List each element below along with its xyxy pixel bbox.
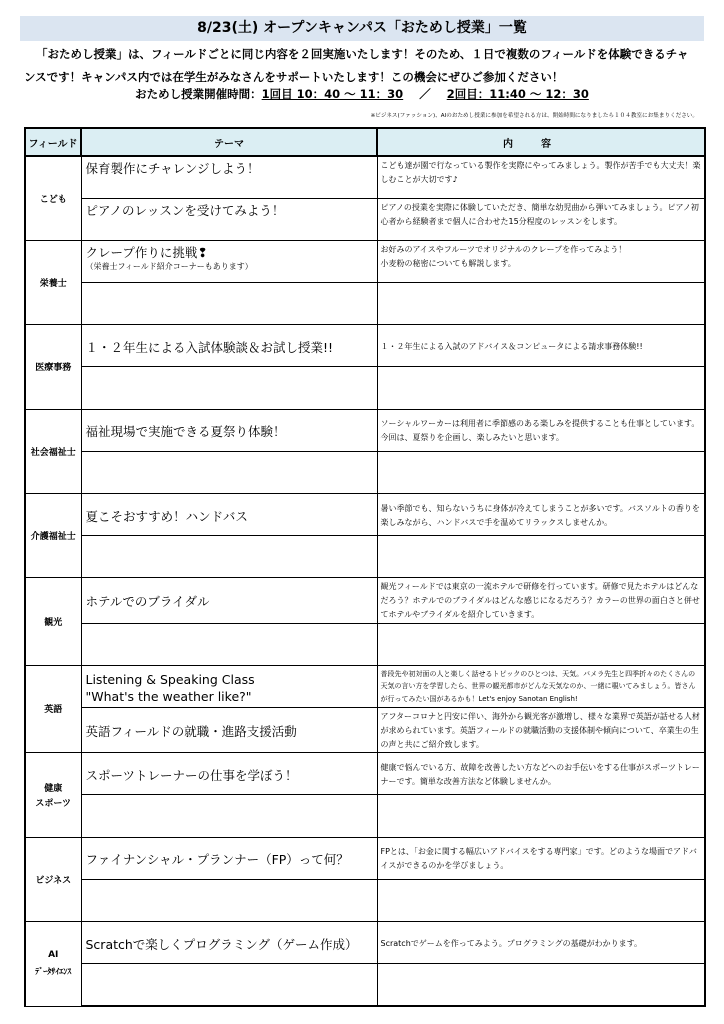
content-cell: Scratchでゲームを作ってみよう。プログラミングの基礎がわかります。 (377, 921, 705, 963)
header-field: フィールド (25, 128, 81, 156)
field-cell: こども (25, 156, 81, 240)
session-times (0, 86, 724, 102)
theme-cell: ファイナンシャル・プランナー（FP）って何？ (81, 837, 377, 879)
table-row-empty (25, 964, 705, 1006)
empty-cell (377, 536, 705, 578)
empty-cell (81, 283, 377, 325)
table-row (25, 198, 705, 240)
field-sublabel: スポーツ (35, 798, 72, 809)
time-first: 1回目 10：40 ～ 11：30 (261, 87, 404, 101)
table-row-empty (25, 623, 705, 665)
theme-cell (81, 240, 377, 282)
empty-cell (377, 795, 705, 837)
empty-cell (81, 623, 377, 665)
theme-cell: 福祉現場で実施できる夏祭り体験！ (81, 409, 377, 451)
table-row (25, 578, 705, 623)
theme-cell (81, 665, 377, 707)
field-cell: 医療事務 (25, 325, 81, 409)
content-cell: 暑い季節でも、知らないうちに身体が冷えてしまうことが多いです。バスソルトの香りを楽しみながら、ハンドバスで手を温めてリラックスしませんか。 (377, 494, 705, 536)
content-cell: お好みのアイスやフルーツでオリジナルのクレープを作ってみよう！ 小麦粉の秘密についても解説します。 (377, 240, 705, 282)
content-cell: 普段先や初対面の人と楽しく話せるトピックのひとつは、天気。バメラ先生と四季折々のたくさんの天気の言い方を学習したら、世界の観光都市がどんな天気なのか、一緒に覗いてみましょう。皆さんが行ってみたい国があるかも！Let's enjoy Sanotan English! (377, 665, 705, 707)
field-cell: 英語 (25, 665, 81, 752)
time-second: 2回目：11:40 ～ 12：30 (446, 87, 589, 101)
field-sublabel: ﾃﾞｰﾀｻｲｴﾝｽ (35, 967, 72, 977)
page-title: 8/23(土) オープンキャンパス「おためし授業」一覧 (20, 16, 704, 41)
field-cell: 社会福祉士 (25, 409, 81, 493)
time-separator: ／ (419, 87, 431, 101)
intro-text (24, 43, 704, 89)
theme-cell: 夏こそおすすめ！ハンドバス (81, 494, 377, 536)
intro-line-2: ンスです！キャンパス内では在学生がみなさんをサポートいたします！この機会にぜひご参加ください！ (24, 70, 564, 84)
empty-cell (81, 879, 377, 921)
empty-cell (377, 283, 705, 325)
table-row-empty (25, 795, 705, 837)
theme-cell: Scratchで楽しくプログラミング（ゲーム作成） (81, 921, 377, 963)
table-row (25, 409, 705, 451)
table-row-empty (25, 879, 705, 921)
theme-title: Listening & Speaking Class (85, 671, 255, 687)
theme-title-2: "What's the weather like?" (85, 688, 252, 704)
content-cell: ソーシャルワーカーは利用者に季節感のある楽しみを提供することも仕事としています。今回は、夏祭りを企画し、楽しみたいと思います。 (377, 409, 705, 451)
content-cell: 健康で悩んでいる方、故障を改善したい方などへのお手伝いをする仕事がスポーツトレーナーです。簡単な改善方法など体験しませんか。 (377, 753, 705, 795)
footnote: ※ビジネス(ファッション)、AIのおためし授業に参加を希望される方は、開始時間になりましたら１０４教室にお集まりください。 (370, 113, 698, 119)
table-row (25, 837, 705, 879)
field-cell: 介護福祉士 (25, 494, 81, 578)
content-cell: １・２年生による入試のアドバイス＆コンピュータによる請求事務体験!! (377, 325, 705, 367)
field-cell: 栄養士 (25, 240, 81, 324)
header-content: 内容 (377, 128, 705, 156)
empty-cell (81, 367, 377, 409)
theme-cell: スポーツトレーナーの仕事を学ぼう！ (81, 753, 377, 795)
empty-cell (81, 451, 377, 493)
empty-cell (377, 451, 705, 493)
field-cell: ビジネス (25, 837, 81, 921)
table-row (25, 325, 705, 367)
field-cell: 観光 (25, 578, 81, 665)
table-row (25, 753, 705, 795)
table-row-empty (25, 451, 705, 493)
empty-cell (377, 367, 705, 409)
field-label: AI (48, 950, 59, 961)
table-row-empty (25, 283, 705, 325)
content-cell: こども達が園で行なっている製作を実際にやってみましょう。製作が苦手でも大丈夫！楽しむことが大切です♪ (377, 156, 705, 198)
table-row (25, 665, 705, 707)
field-label: 健康 (44, 783, 63, 794)
theme-cell: ホテルでのブライダル (81, 578, 377, 623)
table-row (25, 921, 705, 963)
empty-cell (377, 964, 705, 1006)
content-cell: ピアノの授業を実際に体験していただき、簡単な幼児曲から弾いてみましょう。ピアノ初心者から経験者まで個人に合わせた15分程度のレッスンをします。 (377, 198, 705, 240)
theme-cell: 英語フィールドの就職・進路支援活動 (81, 707, 377, 752)
empty-cell (81, 795, 377, 837)
table-header-row (25, 128, 705, 156)
times-label: おためし授業開催時間： (135, 87, 262, 101)
empty-cell (81, 536, 377, 578)
empty-cell (377, 623, 705, 665)
empty-cell (377, 879, 705, 921)
table-row (25, 240, 705, 282)
table-row (25, 156, 705, 198)
intro-line-1: 「おためし授業」は、フィールドごとに同じ内容を２回実施いたします！そのため、１日で複数のフィールドを体験できるチャ (36, 47, 689, 61)
schedule-table (24, 127, 706, 1007)
table-row-empty (25, 536, 705, 578)
content-cell: 観光フィールドでは東京の一流ホテルで研修を行っています。研修で見たホテルはどんなだろう？ホテルでのブライダルはどんな感じになるだろう？カラーの世界の面白さと併せてホテルやブライダルを紹介していきます。 (377, 578, 705, 623)
theme-cell: 保育製作にチャレンジしよう！ (81, 156, 377, 198)
header-theme: テーマ (81, 128, 377, 156)
table-row-empty (25, 367, 705, 409)
field-cell (25, 921, 81, 1006)
content-cell: FPとは、「お金に関する幅広いアドバイスをする専門家」です。どのような場面でアドバイスができるのかを学びましょう。 (377, 837, 705, 879)
empty-cell (81, 964, 377, 1006)
theme-cell: １・２年生による入試体験談＆お試し授業!! (81, 325, 377, 367)
theme-title: クレープ作りに挑戦❢ (85, 244, 208, 260)
content-cell: アフターコロナと円安に伴い、海外から観光客が激増し、様々な業界で英語が話せる人材が求められています。英語フィールドの就職活動の支援体制や傾向について、卒業生の生の声と共にご紹介致します。 (377, 707, 705, 752)
table-row (25, 494, 705, 536)
theme-subnote: （栄養士フィールド紹介コーナーもあります） (85, 261, 253, 271)
field-cell (25, 753, 81, 837)
table-row (25, 707, 705, 752)
theme-cell: ピアノのレッスンを受けてみよう！ (81, 198, 377, 240)
